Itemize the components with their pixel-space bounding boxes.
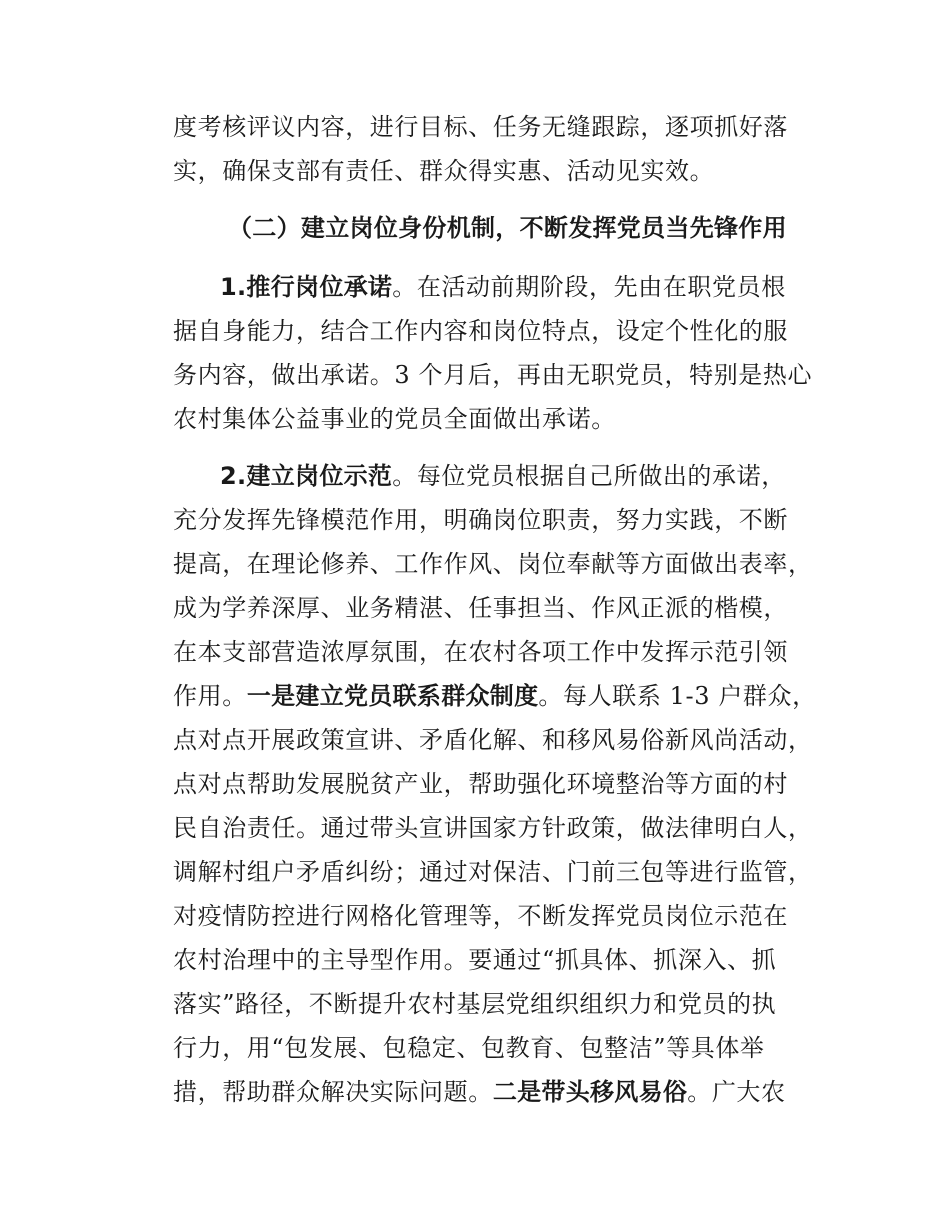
body-line: 对疫情防控进行网格化管理等，不断发挥党员岗位示范在 bbox=[173, 902, 788, 930]
body-line: 度考核评议内容，进行目标、任务无缝跟踪，逐项抓好落 bbox=[173, 113, 788, 141]
body-line: 务内容，做出承诺。3 个月后，再由无职党员，特别是热心 bbox=[173, 361, 813, 389]
subsection-line: 2.建立岗位示范。每位党员根据自己所做出的承诺， bbox=[220, 462, 786, 490]
body-line: 在本支部营造浓厚氛围，在农村各项工作中发挥示范引领 bbox=[173, 638, 788, 666]
body-line: 实，确保支部有责任、群众得实惠、活动见实效。 bbox=[173, 157, 715, 185]
body-line: 农村集体公益事业的党员全面做出承诺。 bbox=[173, 405, 616, 433]
body-line: 提高，在理论修养、工作作风、岗位奉献等方面做出表率， bbox=[173, 550, 813, 578]
body-line: 充分发挥先锋模范作用，明确岗位职责，努力实践，不断 bbox=[173, 506, 788, 534]
subsection-title: 1.推行岗位承诺 bbox=[220, 273, 393, 301]
body-line: 行力，用“包发展、包稳定、包教育、包整洁”等具体举 bbox=[173, 1034, 765, 1062]
body-line: 调解村组户矛盾纠纷；通过对保洁、门前三包等进行监管， bbox=[173, 858, 813, 886]
emphasis-text: 二是带头移风易俗 bbox=[492, 1078, 688, 1106]
body-line: 据自身能力，结合工作内容和岗位特点，设定个性化的服 bbox=[173, 317, 788, 345]
body-line: 点对点帮助发展脱贫产业，帮助强化环境整治等方面的村 bbox=[173, 770, 788, 798]
emphasis-text: 一是建立党员联系群众制度 bbox=[246, 682, 539, 710]
subsection-title: 2.建立岗位示范 bbox=[220, 462, 393, 490]
body-line: 落实”路径，不断提升农村基层党组织组织力和党员的执 bbox=[173, 990, 777, 1018]
section-heading: （二）建立岗位身份机制，不断发挥党员当先锋作用 bbox=[228, 214, 787, 242]
subsection-line: 1.推行岗位承诺。在活动前期阶段，先由在职党员根 bbox=[220, 273, 786, 301]
body-line: 点对点开展政策宣讲、矛盾化解、和移风易俗新风尚活动， bbox=[173, 726, 813, 754]
body-line: 农村治理中的主导型作用。要通过“抓具体、抓深入、抓 bbox=[173, 946, 777, 974]
body-line: 成为学养深厚、业务精湛、任事担当、作风正派的楷模， bbox=[173, 594, 788, 622]
body-line: 措，帮助群众解决实际问题。二是带头移风易俗。广大农 bbox=[173, 1078, 786, 1106]
body-line: 作用。一是建立党员联系群众制度。每人联系 1-3 户群众， bbox=[173, 682, 817, 710]
body-line: 民自治责任。通过带头宣讲国家方针政策，做法律明白人， bbox=[173, 814, 813, 842]
